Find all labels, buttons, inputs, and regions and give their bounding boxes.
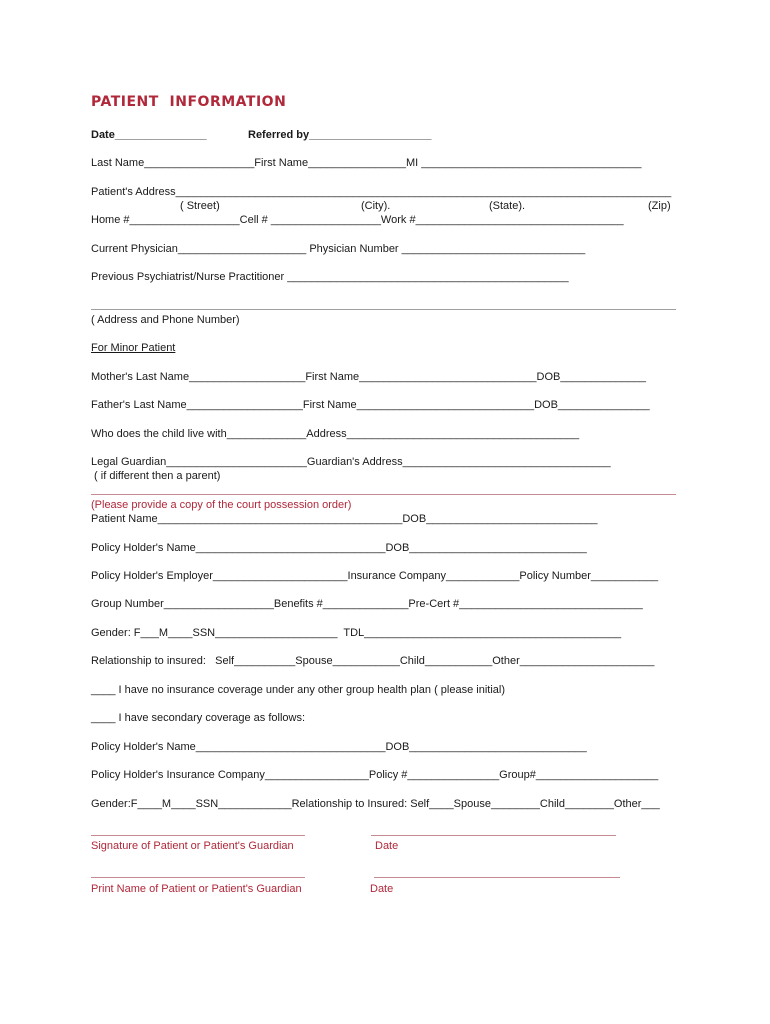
signature-date-label: Date (375, 840, 399, 852)
signature-date-line[interactable] (371, 835, 616, 836)
policy-holder-2-row[interactable]: Policy Holder's Name_______________________________DOB_____________________________ (91, 741, 587, 753)
employer-row[interactable]: Policy Holder's Employer______________________Insurance Company____________Policy Number___________ (91, 570, 659, 582)
signature-line[interactable] (91, 835, 305, 836)
gender-row[interactable]: Gender: F___M____SSN____________________ TDL__________________________________________ (91, 627, 622, 639)
physician-row[interactable]: Current Physician_____________________ Physician Number ______________________________ (91, 243, 586, 255)
date-field[interactable]: Date_______________ (91, 129, 207, 141)
court-rule (91, 494, 676, 495)
court-order-note: (Please provide a copy of the court possession order) (91, 499, 352, 511)
previous-practitioner-row[interactable]: Previous Psychiatrist/Nurse Practitioner ______________________________________________ (91, 271, 569, 283)
print-date-line[interactable] (374, 877, 620, 878)
city-label: (City). (361, 200, 391, 212)
guardian-note: ( if different then a parent) (91, 470, 221, 482)
insurance-company-2-row[interactable]: Policy Holder's Insurance Company_________________Policy #_______________Group#____________________ (91, 769, 659, 781)
secondary-coverage-row[interactable]: ____ I have secondary coverage as follows: (91, 712, 306, 724)
phones-row[interactable]: Home #__________________Cell # __________________Work #__________________________________ (91, 214, 624, 226)
address-phone-note: ( Address and Phone Number) (91, 314, 240, 326)
no-insurance-row[interactable]: ____ I have no insurance coverage under any other group health plan ( please initial) (91, 684, 505, 696)
page-title: PATIENT INFORMATION (91, 94, 287, 110)
relationship-row[interactable]: Relationship to insured: Self__________Spouse___________Child___________Other______________________ (91, 655, 655, 667)
names-row[interactable]: Last Name__________________First Name________________MI ____________________________________ (91, 157, 642, 169)
father-row[interactable]: Father's Last Name___________________First Name_____________________________DOB_______________ (91, 399, 650, 411)
print-date-label: Date (370, 883, 394, 895)
gender-2-row[interactable]: Gender:F____M____SSN____________Relationship to Insured: Self____Spouse________Child________Other___ (91, 798, 660, 810)
address-phone-rule[interactable] (91, 309, 676, 310)
signature-label: Signature of Patient or Patient's Guardian (91, 840, 294, 852)
group-row[interactable]: Group Number__________________Benefits #______________Pre-Cert #______________________________ (91, 598, 643, 610)
street-label: ( Street) (180, 200, 220, 212)
minor-patient-heading: For Minor Patient (91, 342, 176, 354)
patient-name-row[interactable]: Patient Name________________________________________DOB____________________________ (91, 513, 598, 525)
guardian-row[interactable]: Legal Guardian_______________________Guardian's Address__________________________________ (91, 456, 611, 468)
zip-label: (Zip) (648, 200, 671, 212)
address-row[interactable]: Patient's Address_________________________________________________________________________________ (91, 186, 672, 198)
state-label: (State). (489, 200, 526, 212)
mother-row[interactable]: Mother's Last Name___________________First Name_____________________________DOB______________ (91, 371, 646, 383)
lives-with-row[interactable]: Who does the child live with_____________Address______________________________________ (91, 428, 580, 440)
print-name-line[interactable] (91, 877, 305, 878)
print-name-label: Print Name of Patient or Patient's Guardian (91, 883, 302, 895)
policy-holder-row[interactable]: Policy Holder's Name_______________________________DOB_____________________________ (91, 542, 587, 554)
referred-by-field[interactable]: Referred by____________________ (248, 129, 432, 141)
